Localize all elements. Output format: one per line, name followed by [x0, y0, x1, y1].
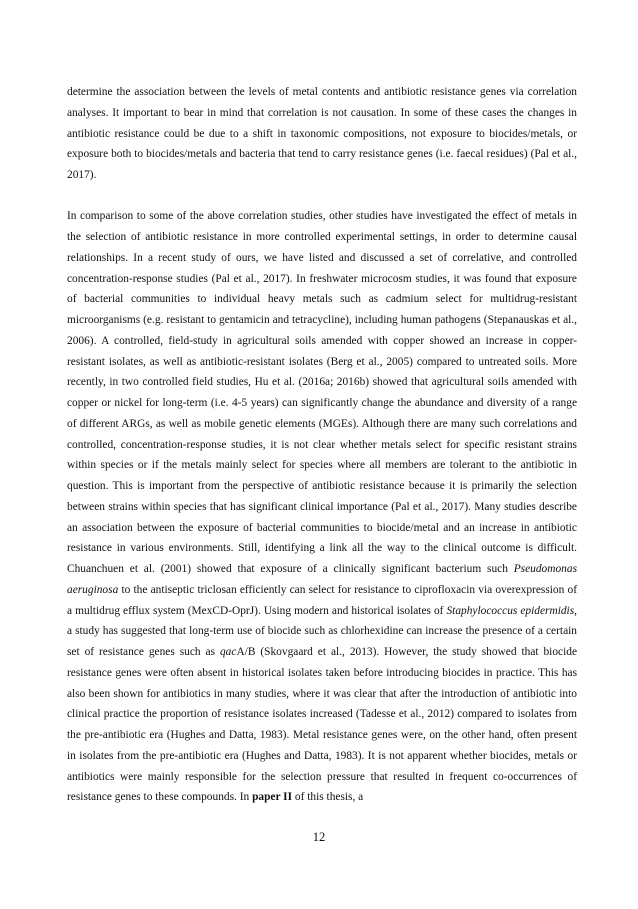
paragraph-2-text-e: of this thesis, a	[292, 791, 364, 804]
species-name-pseudomonas: Pseudomonas aeruginosa	[67, 563, 577, 596]
paragraph-2-text-a: In comparison to some of the above correlation studies, other studies have investigated the effect of metals in the selection of antibiotic resistance in more controlled experimental settings, in order to determine causal relationships. In a recent study of ours, we have listed and discussed a set of correlative, and controlled concentration-response studies (Pal et al., 2017). In freshwater microcosm studies, it was found that exposure of bacterial communities to individual heavy metals such as cadmium select for multidrug-resistant microorganisms (e.g. resistant to gentamicin and tetracycline), including human pathogens (Stepanauskas et al., 2006). A controlled, field-study in agricultural soils amended with copper showed an increase in copper-resistant isolates, as well as antibiotic-resistant isolates (Berg et al., 2005) compared to untreated soils. More recently, in two controlled field studies, Hu et al. (2016a; 2016b) showed that agricultural soils amended with copper or nickel for long-term (i.e. 4-5 years) can significantly change the abundance and diversity of a range of different ARGs, as well as mobile genetic elements (MGEs). Although there are many such correlations and controlled, concentration-response studies, it is not clear whether metals select for specific resistant strains within species or if the metals mainly select for species where all members are tolerant to the antibiotic in question. This is important from the perspective of antibiotic resistance because it is primarily the selection between strains within species that has significant clinical importance (Pal et al., 2017). Many studies describe an association between the exposure of bacterial communities to biocide/metal and an increase in antibiotic resistance in various environments. Still, identifying a link all the way to the clinical outcome is difficult. Chuanchuen et al. (2001) showed that exposure of a clinically significant bacterium such	[67, 210, 577, 575]
body-text	[67, 82, 577, 808]
paragraph-2-text-c: , a study has suggested that long-term use of biocide such as chlorhexidine can increase the presence of a certain set of resistance genes such as	[67, 604, 578, 658]
paragraph-2-text-b: to the antiseptic triclosan efficiently can select for resistance to ciprofloxacin via overexpression of a multidrug efflux system (MexCD-OprJ). Using modern and historical isolates of	[67, 583, 577, 617]
paper-reference: paper II	[252, 791, 293, 804]
gene-name-qac: qac	[219, 646, 237, 658]
paragraph-1	[67, 82, 577, 186]
paragraph-2-text-d: A/B (Skovgaard et al., 2013). However, the study showed that biocide resistance genes were often absent in historical isolates taken before introducing biocides in practice. This has also been shown for antibiotics in many studies, where it was clear that after the introduction of antibiotic into clinical practice the proportion of resistance isolates increased (Tadesse et al., 2012) compared to isolates from the pre-antibiotic era (Hughes and Datta, 1983). Metal resistance genes were, on the other hand, often present in isolates from the pre-antibiotic era (Hughes and Datta, 1983). It is not apparent whether biocides, metals or antibiotics were mainly responsible for the selection pressure that resulted in frequent co-occurrences of resistance genes to these compounds. In	[67, 646, 578, 804]
paragraph-2	[67, 206, 577, 808]
paragraph-1-text: determine the association between the levels of metal contents and antibiotic resistance genes via correlation analyses. It important to bear in mind that correlation is not causation. In some of these cases the changes in antibiotic resistance could be due to a shift in taxonomic compositions, not exposure to biocides/metals, or exposure both to biocides/metals and bacteria that tend to carry resistance genes (i.e. faecal residues) (Pal et al., 2017).	[67, 86, 577, 181]
species-name-staphylococcus: Staphylococcus epidermidis	[446, 604, 575, 617]
page-number: 12	[312, 830, 326, 844]
